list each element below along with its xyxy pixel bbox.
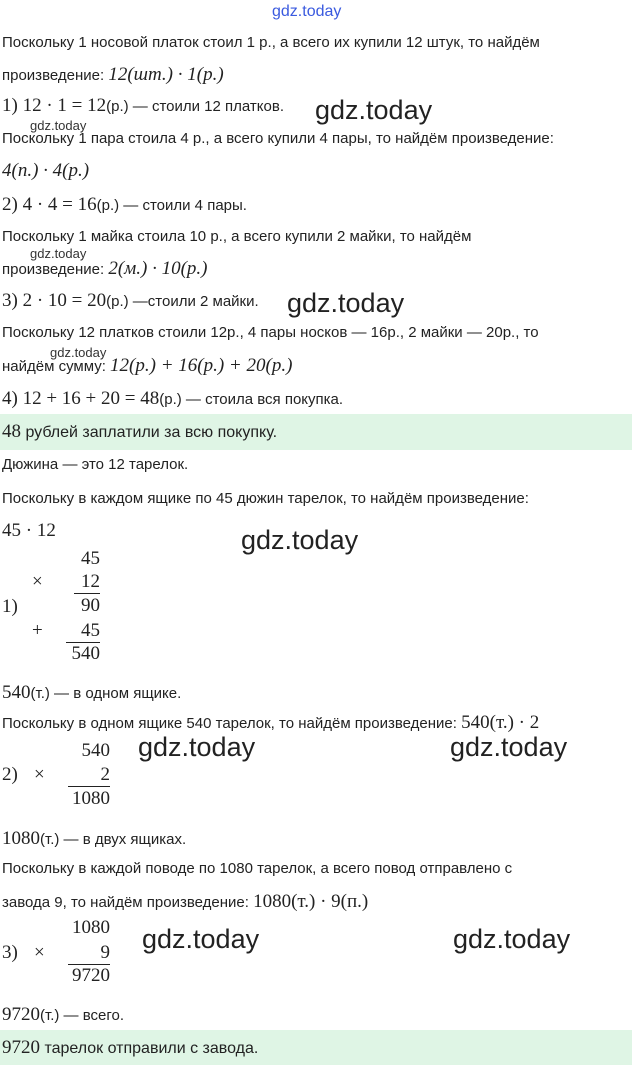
paragraph-4b-text: найдём сумму: bbox=[2, 358, 111, 375]
paragraph-d3-math: 45 · 12 bbox=[2, 520, 56, 541]
watermark: gdz.today bbox=[138, 732, 256, 762]
result-1-num: 540 bbox=[2, 682, 31, 703]
paragraph-d4 bbox=[2, 712, 539, 734]
result-2 bbox=[2, 828, 186, 850]
watermark: gdz.today bbox=[315, 95, 433, 125]
dozen-definition: Дюжина — это 12 тарелок. bbox=[2, 456, 189, 473]
calc-2-b: 2 bbox=[68, 764, 110, 787]
step-1-math: 1) 12 · 1 = 12 bbox=[2, 95, 107, 116]
calc-3-label: 3) bbox=[2, 942, 18, 963]
step-4-text: (р.) — стоила вся покупка. bbox=[159, 391, 344, 408]
calc-3-a: 1080 bbox=[72, 917, 110, 938]
step-4 bbox=[2, 388, 343, 410]
watermark-small: gdz.today bbox=[50, 345, 107, 360]
step-1-text: (р.) — стоили 12 платков. bbox=[106, 98, 285, 115]
calc-3-result: 9720 bbox=[72, 965, 110, 986]
step-4-math: 4) 12 + 16 + 20 = 48 bbox=[2, 388, 160, 409]
answer-2-text: тарелок отправили с завода. bbox=[40, 1040, 259, 1057]
paragraph-4a: Поскольку 12 платков стоили 12р., 4 пары носков — 16р., 2 майки — 20р., то bbox=[2, 324, 539, 341]
paragraph-1b-text: произведение: bbox=[2, 67, 109, 84]
calc-1-a: 45 bbox=[81, 548, 100, 569]
answer-1-text: рублей заплатили за всю покупку. bbox=[21, 424, 278, 441]
watermark: gdz.today bbox=[450, 732, 568, 762]
calc-1-p2: 45 bbox=[66, 620, 100, 643]
watermark-small: gdz.today bbox=[30, 246, 87, 261]
calc-2-label: 2) bbox=[2, 764, 18, 785]
step-2-text: (р.) — стоили 4 пары. bbox=[96, 197, 247, 214]
paragraph-3b-text: произведение: bbox=[2, 261, 109, 278]
result-1 bbox=[2, 682, 181, 704]
paragraph-1b-math: 12(шт.) · 1(р.) bbox=[108, 64, 224, 85]
answer-2 bbox=[2, 1037, 258, 1059]
paragraph-4b-math: 12(р.) + 16(р.) + 20(р.) bbox=[110, 355, 293, 376]
paragraph-1b bbox=[2, 64, 224, 86]
paragraph-4b bbox=[2, 355, 292, 377]
step-3 bbox=[2, 290, 259, 312]
calc-2-a: 540 bbox=[81, 740, 110, 761]
paragraph-d5b-text: завода 9, то найдём произведение: bbox=[2, 894, 254, 911]
watermark-top: gdz.today bbox=[272, 3, 342, 20]
result-3-num: 9720 bbox=[2, 1004, 40, 1025]
paragraph-3a: Поскольку 1 майка стоила 10 р., а всего купили 2 майки, то найдём bbox=[2, 228, 472, 245]
paragraph-d5b bbox=[2, 891, 368, 913]
paragraph-3b bbox=[2, 258, 208, 280]
calc-1-label: 1) bbox=[2, 596, 18, 617]
watermark: gdz.today bbox=[453, 924, 571, 954]
paragraph-d4-text: Поскольку в одном ящике 540 тарелок, то найдём произведение: bbox=[2, 715, 462, 732]
paragraph-3b-math: 2(м.) · 10(р.) bbox=[108, 258, 208, 279]
result-3-text: (т.) — всего. bbox=[40, 1007, 124, 1024]
calc-1-p1: 90 bbox=[81, 595, 100, 616]
paragraph-d4-math: 540(т.) · 2 bbox=[461, 712, 540, 733]
calc-2-times: × bbox=[34, 764, 45, 785]
calc-2-result: 1080 bbox=[72, 788, 110, 809]
answer-2-num: 9720 bbox=[2, 1037, 40, 1058]
calc-1-times: × bbox=[32, 571, 43, 592]
watermark-small: gdz.today bbox=[30, 118, 87, 133]
result-2-text: (т.) — в двух ящиках. bbox=[40, 831, 187, 848]
calc-1-result: 540 bbox=[71, 643, 100, 664]
calc-3-times: × bbox=[34, 942, 45, 963]
step-2-math: 2) 4 · 4 = 16 bbox=[2, 194, 97, 215]
result-1-text: (т.) — в одном ящике. bbox=[30, 685, 182, 702]
paragraph-2a: Поскольку 1 пара стоила 4 р., а всего купили 4 пары, то найдём произведение: bbox=[2, 130, 554, 147]
paragraph-d5a: Поскольку в каждой поводе по 1080 тарелок, а всего повод отправлено с bbox=[2, 860, 513, 877]
step-2 bbox=[2, 194, 247, 216]
calc-1-b: 12 bbox=[74, 571, 100, 594]
watermark: gdz.today bbox=[142, 924, 260, 954]
watermark: gdz.today bbox=[287, 288, 405, 318]
result-3 bbox=[2, 1004, 124, 1026]
paragraph-1a: Поскольку 1 носовой платок стоил 1 р., а всего их купили 12 штук, то найдём bbox=[2, 34, 540, 51]
step-3-text: (р.) —стоили 2 майки. bbox=[106, 293, 259, 310]
calc-3-b: 9 bbox=[68, 942, 110, 965]
answer-1 bbox=[2, 421, 277, 443]
answer-1-num: 48 bbox=[2, 421, 21, 442]
paragraph-d2: Поскольку в каждом ящике по 45 дюжин тарелок, то найдём произведение: bbox=[2, 490, 529, 507]
result-2-num: 1080 bbox=[2, 828, 40, 849]
calc-1-plus: + bbox=[32, 620, 43, 641]
paragraph-d5b-math: 1080(т.) · 9(п.) bbox=[253, 891, 369, 912]
watermark: gdz.today bbox=[241, 525, 359, 555]
paragraph-2b-math: 4(п.) · 4(р.) bbox=[2, 160, 90, 181]
step-3-math: 3) 2 · 10 = 20 bbox=[2, 290, 107, 311]
step-1 bbox=[2, 95, 284, 117]
